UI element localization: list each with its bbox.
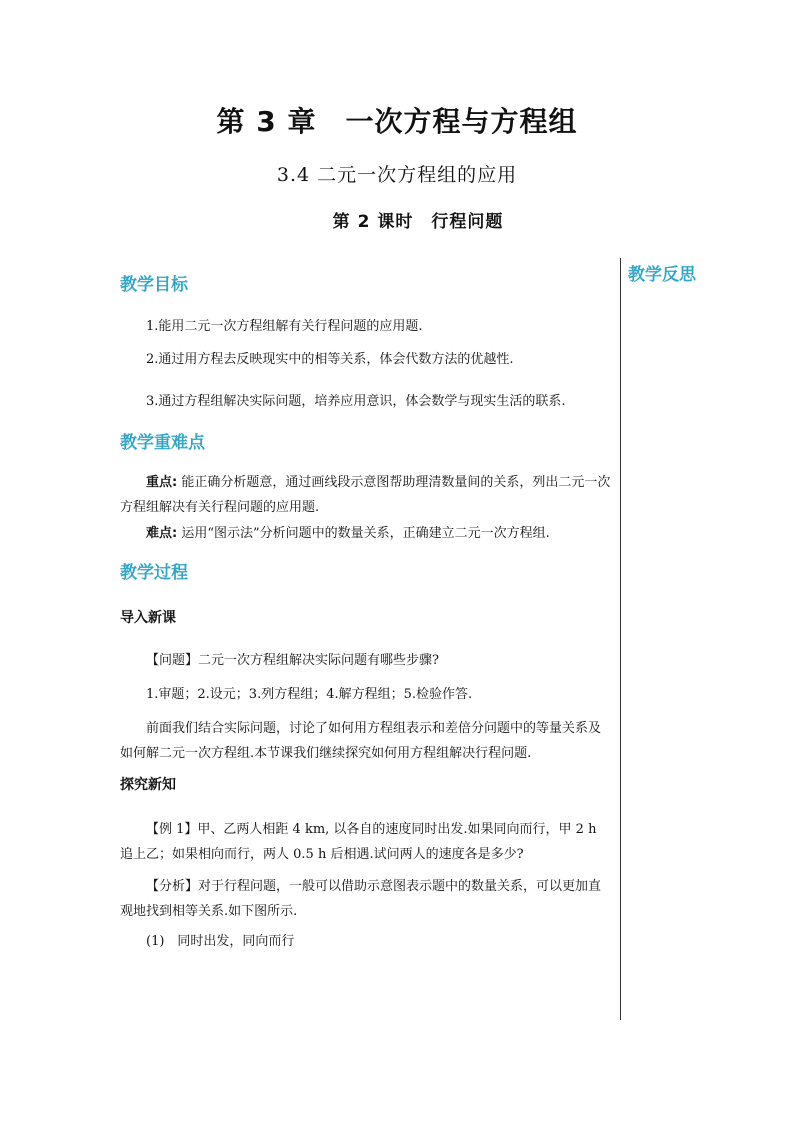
section-title: 3.4 二元一次方程组的应用 bbox=[276, 164, 518, 186]
review-paragraph: 前面我们结合实际问题，讨论了如何用方程组表示和差倍分问题中的等量关系及如何解二元一次方程组.本节课我们继续探究如何用方程组解决行程问题. bbox=[120, 721, 602, 761]
intro-heading: 导入新课 bbox=[120, 610, 176, 626]
key-point-label: 重点: bbox=[146, 475, 178, 490]
column-divider bbox=[620, 258, 621, 1020]
objective-item-2: 2.通过用方程去反映现实中的相等关系，体会代数方法的优越性. bbox=[146, 352, 514, 367]
intro-question: 【问题】二元一次方程组解决实际问题有哪些步骤? bbox=[146, 653, 439, 668]
analysis-paragraph: 【分析】对于行程问题，一般可以借助示意图表示题中的数量关系，可以更加直观地找到相等关系.如下图所示. bbox=[120, 879, 602, 919]
chapter-title: 第 3 章 一次方程与方程组 bbox=[216, 105, 578, 138]
lesson-title: 第 2 课时 行程问题 bbox=[332, 212, 504, 232]
process-heading: 教学过程 bbox=[120, 563, 188, 583]
objective-item-1: 1.能用二元一次方程组解有关行程问题的应用题. bbox=[146, 319, 423, 334]
difficulty-text: 运用“图示法”分析问题中的数量关系，正确建立二元一次方程组. bbox=[177, 526, 550, 541]
case-1-label: (1) 同时出发，同向而行 bbox=[146, 934, 295, 949]
difficulty-label: 难点: bbox=[146, 526, 178, 541]
example-1: 【例 1】甲、乙两人相距 4 km, 以各自的速度同时出发.如果同向而行，甲 2 h 追上乙；如果相向而行，两人 0.5 h 后相遇.试问两人的速度各是多少? bbox=[120, 822, 597, 862]
solution-steps: 1.审题；2.设元；3.列方程组；4.解方程组；5.检验作答. bbox=[146, 687, 473, 702]
reflection-heading: 教学反思 bbox=[628, 265, 696, 285]
key-points-heading: 教学重难点 bbox=[120, 433, 205, 453]
key-point-paragraph bbox=[120, 470, 612, 520]
objectives-heading: 教学目标 bbox=[120, 275, 188, 295]
explore-heading: 探究新知 bbox=[120, 777, 176, 793]
key-point-text: 能正确分析题意，通过画线段示意图帮助理清数量间的关系，列出二元一次方程组解决有关行程问题的应用题. bbox=[120, 475, 611, 515]
objective-item-3: 3.通过方程组解决实际问题，培养应用意识，体会数学与现实生活的联系. bbox=[146, 394, 566, 409]
difficulty-paragraph bbox=[120, 521, 612, 546]
